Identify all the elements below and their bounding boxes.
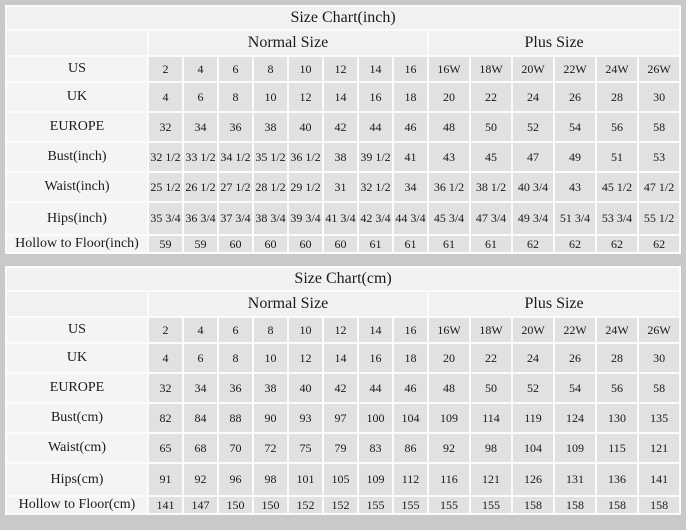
size-cell: 88 [219,404,252,432]
size-cell: 26 [555,83,595,111]
size-cell: 39 1/2 [359,143,392,171]
size-cell: 58 [639,113,679,141]
size-cell: 36 3/4 [184,203,217,234]
size-cell: 44 [359,113,392,141]
size-cell: 158 [555,497,595,513]
row-label: Hips(cm) [7,464,147,495]
size-cell: 155 [429,497,469,513]
size-cell: 46 [394,113,427,141]
size-cell: 10 [254,344,287,372]
size-cell: 56 [597,113,637,141]
size-cell: 59 [149,236,182,252]
size-cell: 83 [359,434,392,462]
size-cell: 8 [219,83,252,111]
table-row [7,113,679,141]
size-cell: 22W [555,318,595,342]
size-cell: 96 [219,464,252,495]
table-row [7,173,679,201]
size-cell: 18 [394,344,427,372]
row-label: Hips(inch) [7,203,147,234]
row-label: Bust(inch) [7,143,147,171]
size-cell: 53 3/4 [597,203,637,234]
size-cell: 45 3/4 [429,203,469,234]
size-cell: 56 [597,374,637,402]
table-row [7,203,679,234]
size-cell: 40 [289,113,322,141]
size-cell: 25 1/2 [149,173,182,201]
size-chart-cm-table [5,266,681,515]
size-cell: 24W [597,318,637,342]
table-title-row [7,7,679,29]
size-cell: 2 [149,318,182,342]
size-cell: 30 [639,344,679,372]
size-cell: 4 [149,344,182,372]
size-cell: 36 1/2 [429,173,469,201]
size-cell: 84 [184,404,217,432]
table-row [7,143,679,171]
size-cell: 12 [324,318,357,342]
row-label: UK [7,344,147,372]
size-cell: 34 [184,113,217,141]
size-cell: 104 [394,404,427,432]
size-cell: 10 [254,83,287,111]
size-cell: 22 [471,83,511,111]
size-cell: 60 [324,236,357,252]
size-cell: 97 [324,404,357,432]
row-label: EUROPE [7,113,147,141]
table-row [7,497,679,513]
column-group-header: Normal Size [149,292,427,316]
size-cell: 8 [254,318,287,342]
size-cell: 60 [254,236,287,252]
row-label: UK [7,83,147,111]
size-cell: 38 [254,374,287,402]
size-cell: 36 [219,374,252,402]
size-cell: 48 [429,374,469,402]
size-cell: 55 1/2 [639,203,679,234]
size-cell: 26 [555,344,595,372]
size-cell: 152 [289,497,322,513]
table-row [7,434,679,462]
size-cell: 34 [184,374,217,402]
size-cell: 35 3/4 [149,203,182,234]
size-cell: 36 [219,113,252,141]
size-cell: 150 [254,497,287,513]
size-cell: 109 [429,404,469,432]
size-cell: 54 [555,113,595,141]
column-group-header: Plus Size [429,292,679,316]
row-label: US [7,57,147,81]
size-cell: 158 [597,497,637,513]
size-cell: 72 [254,434,287,462]
size-cell: 98 [254,464,287,495]
size-cell: 53 [639,143,679,171]
row-label: Hollow to Floor(cm) [7,497,147,513]
size-cell: 152 [324,497,357,513]
size-cell: 26W [639,318,679,342]
size-cell: 136 [597,464,637,495]
size-cell: 32 1/2 [149,143,182,171]
size-cell: 16 [359,344,392,372]
size-cell: 34 1/2 [219,143,252,171]
size-cell: 93 [289,404,322,432]
row-label: US [7,318,147,342]
size-cell: 22W [555,57,595,81]
size-cell: 47 3/4 [471,203,511,234]
size-cell: 51 [597,143,637,171]
size-cell: 37 3/4 [219,203,252,234]
size-cell: 131 [555,464,595,495]
table-row [7,344,679,372]
size-cell: 155 [394,497,427,513]
size-chart-inch-table [5,5,681,254]
size-cell: 16 [394,318,427,342]
size-cell: 150 [219,497,252,513]
size-cell: 65 [149,434,182,462]
table-row [7,318,679,342]
size-cell: 20 [429,83,469,111]
size-cell: 155 [471,497,511,513]
size-cell: 130 [597,404,637,432]
size-cell: 141 [149,497,182,513]
size-cell: 116 [429,464,469,495]
size-cell: 109 [359,464,392,495]
size-cell: 46 [394,374,427,402]
size-cell: 90 [254,404,287,432]
size-cell: 135 [639,404,679,432]
column-group-row [7,31,679,55]
size-cell: 100 [359,404,392,432]
size-cell: 62 [555,236,595,252]
size-cell: 44 [359,374,392,402]
size-cell: 20W [513,57,553,81]
row-label: Waist(cm) [7,434,147,462]
size-cell: 47 1/2 [639,173,679,201]
size-cell: 112 [394,464,427,495]
size-cell: 12 [289,344,322,372]
size-cell: 24 [513,83,553,111]
table-title-row [7,268,679,290]
size-cell: 70 [219,434,252,462]
size-cell: 32 1/2 [359,173,392,201]
size-cell: 59 [184,236,217,252]
size-cell: 45 [471,143,511,171]
size-cell: 40 3/4 [513,173,553,201]
size-cell: 24W [597,57,637,81]
size-cell: 12 [289,83,322,111]
size-cell: 38 [324,143,357,171]
size-cell: 16 [359,83,392,111]
size-cell: 52 [513,113,553,141]
size-cell: 60 [219,236,252,252]
size-cell: 28 [597,83,637,111]
size-cell: 4 [184,318,217,342]
size-cell: 33 1/2 [184,143,217,171]
size-cell: 43 [429,143,469,171]
corner-cell [7,31,147,55]
size-cell: 50 [471,113,511,141]
size-cell: 119 [513,404,553,432]
row-label: EUROPE [7,374,147,402]
size-cell: 41 3/4 [324,203,357,234]
size-cell: 14 [324,344,357,372]
size-cell: 92 [429,434,469,462]
table-row [7,57,679,81]
size-cell: 54 [555,374,595,402]
size-cell: 121 [639,434,679,462]
size-cell: 30 [639,83,679,111]
size-cell: 61 [359,236,392,252]
size-cell: 8 [254,57,287,81]
size-cell: 42 3/4 [359,203,392,234]
size-cell: 14 [324,83,357,111]
size-cell: 82 [149,404,182,432]
size-cell: 147 [184,497,217,513]
size-cell: 22 [471,344,511,372]
size-cell: 38 3/4 [254,203,287,234]
table-title: Size Chart(inch) [7,7,679,29]
size-cell: 62 [639,236,679,252]
size-cell: 32 [149,374,182,402]
corner-cell [7,292,147,316]
size-cell: 92 [184,464,217,495]
size-cell: 40 [289,374,322,402]
size-cell: 49 [555,143,595,171]
size-cell: 8 [219,344,252,372]
size-cell: 61 [429,236,469,252]
row-label: Hollow to Floor(inch) [7,236,147,252]
size-cell: 91 [149,464,182,495]
size-cell: 39 3/4 [289,203,322,234]
size-cell: 6 [184,83,217,111]
size-cell: 79 [324,434,357,462]
size-cell: 18W [471,318,511,342]
size-cell: 62 [513,236,553,252]
size-cell: 18W [471,57,511,81]
size-cell: 18 [394,83,427,111]
size-cell: 51 3/4 [555,203,595,234]
size-cell: 98 [471,434,511,462]
column-group-header: Normal Size [149,31,427,55]
size-cell: 47 [513,143,553,171]
size-cell: 44 3/4 [394,203,427,234]
size-cell: 52 [513,374,553,402]
row-label: Waist(inch) [7,173,147,201]
size-cell: 20 [429,344,469,372]
size-cell: 42 [324,113,357,141]
size-cell: 141 [639,464,679,495]
size-cell: 101 [289,464,322,495]
size-cell: 26 1/2 [184,173,217,201]
size-cell: 12 [324,57,357,81]
size-cell: 27 1/2 [219,173,252,201]
row-label: Bust(cm) [7,404,147,432]
size-cell: 58 [639,374,679,402]
size-cell: 28 1/2 [254,173,287,201]
size-cell: 49 3/4 [513,203,553,234]
size-cell: 24 [513,344,553,372]
table-row [7,374,679,402]
size-cell: 62 [597,236,637,252]
size-cell: 32 [149,113,182,141]
size-cell: 61 [471,236,511,252]
size-cell: 121 [471,464,511,495]
size-cell: 6 [184,344,217,372]
size-cell: 35 1/2 [254,143,287,171]
column-group-row [7,292,679,316]
table-row [7,464,679,495]
size-cell: 126 [513,464,553,495]
size-cell: 2 [149,57,182,81]
size-cell: 10 [289,318,322,342]
size-cell: 45 1/2 [597,173,637,201]
table-title: Size Chart(cm) [7,268,679,290]
size-cell: 31 [324,173,357,201]
size-cell: 42 [324,374,357,402]
size-cell: 28 [597,344,637,372]
table-row [7,83,679,111]
size-cell: 104 [513,434,553,462]
size-cell: 34 [394,173,427,201]
table-row [7,236,679,252]
size-cell: 16W [429,57,469,81]
size-cell: 38 [254,113,287,141]
size-cell: 124 [555,404,595,432]
size-cell: 20W [513,318,553,342]
size-cell: 6 [219,318,252,342]
size-cell: 43 [555,173,595,201]
size-cell: 4 [149,83,182,111]
size-cell: 86 [394,434,427,462]
size-cell: 50 [471,374,511,402]
size-cell: 38 1/2 [471,173,511,201]
size-cell: 75 [289,434,322,462]
table-row [7,404,679,432]
size-cell: 14 [359,57,392,81]
size-cell: 36 1/2 [289,143,322,171]
size-cell: 26W [639,57,679,81]
size-cell: 29 1/2 [289,173,322,201]
size-cell: 48 [429,113,469,141]
size-cell: 114 [471,404,511,432]
size-cell: 115 [597,434,637,462]
column-group-header: Plus Size [429,31,679,55]
size-cell: 109 [555,434,595,462]
size-cell: 16W [429,318,469,342]
size-cell: 60 [289,236,322,252]
size-cell: 16 [394,57,427,81]
size-cell: 14 [359,318,392,342]
size-cell: 6 [219,57,252,81]
size-cell: 68 [184,434,217,462]
size-cell: 41 [394,143,427,171]
size-cell: 10 [289,57,322,81]
size-cell: 158 [513,497,553,513]
size-cell: 4 [184,57,217,81]
size-cell: 61 [394,236,427,252]
size-cell: 105 [324,464,357,495]
size-cell: 155 [359,497,392,513]
size-cell: 158 [639,497,679,513]
